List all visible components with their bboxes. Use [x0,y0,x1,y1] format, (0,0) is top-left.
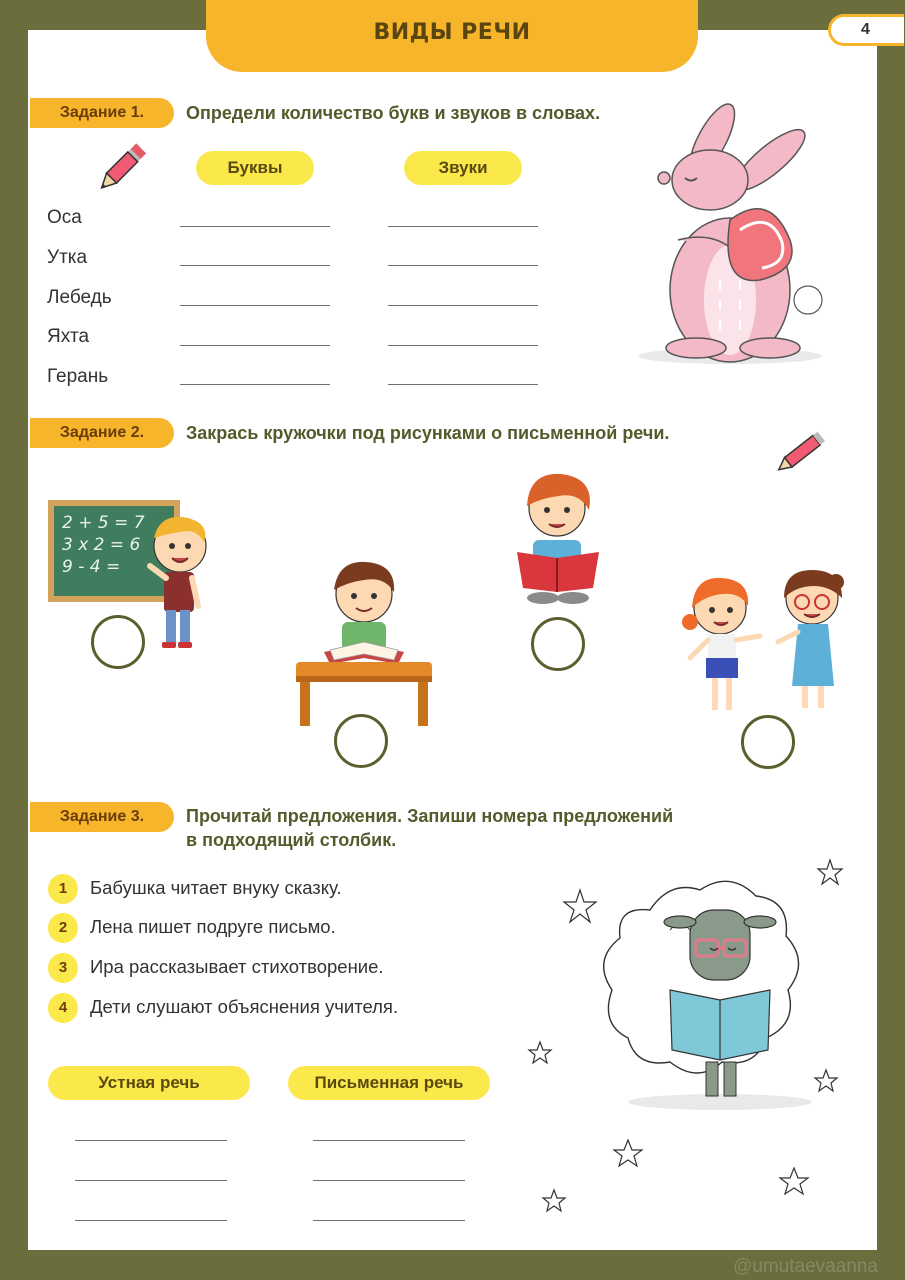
answer-circle[interactable] [531,617,585,671]
sentence-text: Бабушка читает внуку сказку. [90,877,342,898]
sentence-number: 1 [48,874,78,904]
boy-reading-book-illustration [513,470,605,606]
oral-answer-line[interactable] [75,1140,227,1141]
task3-label: Задание 3. [30,802,174,832]
task2-instruction: Закрась кружочки под рисунками о письменной речи. [186,423,670,443]
page-title: ВИДЫ РЕЧИ [373,20,531,45]
chalkboard-line-2: 3 x 2 = 6 [62,535,141,555]
sounds-answer-line[interactable] [388,345,538,346]
page-number: 4 [828,14,904,46]
task3-instruction-line1: Прочитай предложения. Запиши номера предложений [186,806,674,826]
letters-answer-line[interactable] [180,345,330,346]
column-label-written-speech: Письменная речь [288,1066,490,1100]
task2-label: Задание 2. [30,418,174,448]
word-item: Яхта [47,326,90,347]
chalkboard-line-3: 9 - 4 = [62,557,121,577]
column-label-sounds: Звуки [404,151,522,185]
column-label-letters: Буквы [196,151,314,185]
chalkboard-line-1: 2 + 5 = 7 [62,513,145,533]
letters-answer-line[interactable] [180,384,330,385]
pencil-icon [90,140,150,202]
bunny-with-backpack-illustration [630,100,830,370]
sounds-answer-line[interactable] [388,305,538,306]
sentence-text: Дети слушают объяснения учителя. [90,996,399,1017]
word-item: Утка [47,247,88,268]
letters-answer-line[interactable] [180,265,330,266]
sounds-answer-line[interactable] [388,265,538,266]
written-answer-line[interactable] [313,1220,465,1221]
sentence-number: 2 [48,913,78,943]
oral-answer-line[interactable] [75,1180,227,1181]
answer-circle[interactable] [91,615,145,669]
task1-label: Задание 1. [30,98,174,128]
oral-answer-line[interactable] [75,1220,227,1221]
sentence-number: 3 [48,953,78,983]
word-item: Герань [47,366,109,387]
sounds-answer-line[interactable] [388,384,538,385]
sentence-number: 4 [48,993,78,1023]
letters-answer-line[interactable] [180,226,330,227]
answer-circle[interactable] [741,715,795,769]
pencil-icon [774,425,834,475]
sentence-text: Ира рассказывает стихотворение. [90,956,384,977]
task1-instruction: Определи количество букв и звуков в словах. [186,103,601,123]
boy-writing-at-desk-illustration [294,556,434,728]
sounds-answer-line[interactable] [388,226,538,227]
word-item: Лебедь [47,287,112,308]
word-item: Оса [47,207,82,228]
girls-talking-illustration [680,568,860,720]
column-label-oral-speech: Устная речь [48,1066,250,1100]
written-answer-line[interactable] [313,1140,465,1141]
task3-instruction-line2: в подходящий столбик. [186,830,397,850]
sentence-text: Лена пишет подруге письмо. [90,916,336,937]
letters-answer-line[interactable] [180,305,330,306]
written-answer-line[interactable] [313,1180,465,1181]
watermark-text: @umutaevaanna [733,1256,878,1277]
answer-circle[interactable] [334,714,388,768]
sheep-reading-book-illustration [520,850,860,1220]
